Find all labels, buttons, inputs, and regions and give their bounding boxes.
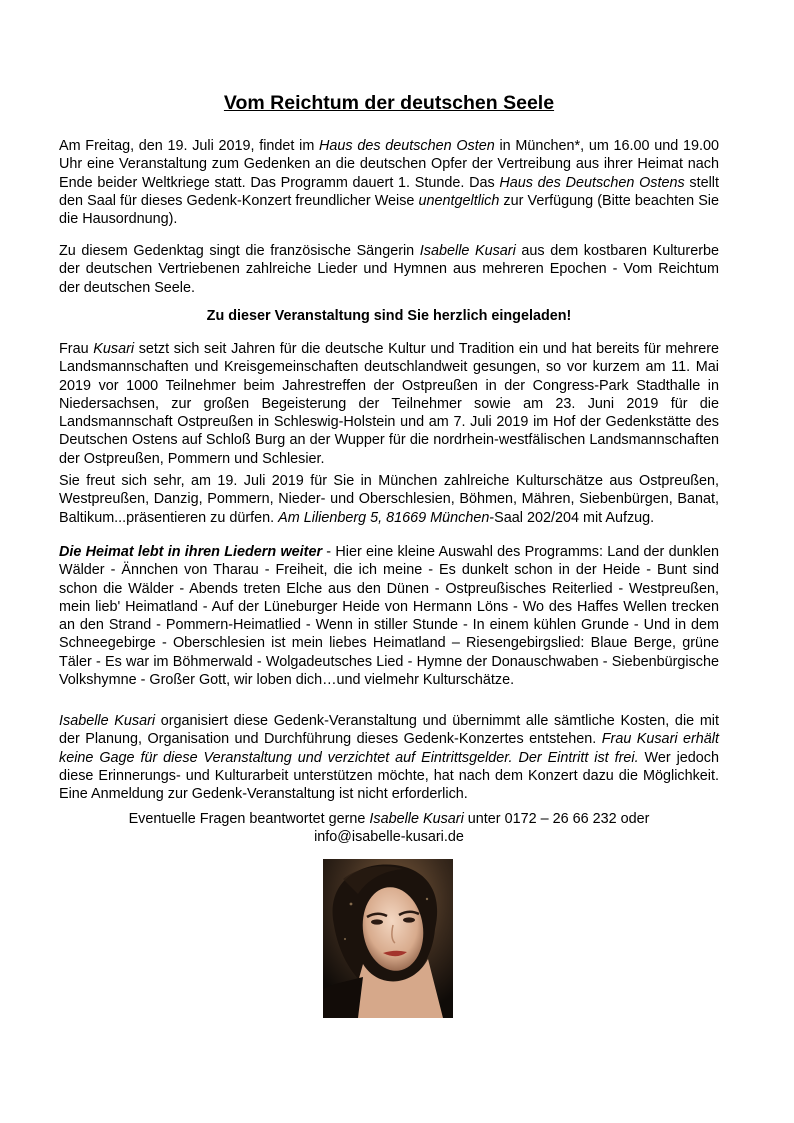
paragraph-venue-details: [59, 472, 719, 527]
text: setzt sich seit Jahren für die deutsche Kultur und Tradition ein und hat bereits für mehrere Landsmannschaften und Kreisgemeinschaften deutschlandweit gesungen, so vor kurzem am 11. Mai 2019 vor 1000 Teilnehmer beim Jahrestreffen der Ostpreußen in der Congress-Park Stadthalle in Niedersachsen, zur großen Begeisterung der Teilnehmer sowie am 23. Juni 2019 für die Landsmannschaft Ostpreußen in Schleswig-Holstein und am 7. Juli 2019 im Hof der Gedenkstätte des Deutschen Ostens auf Schloß Burg an der Wupper für die nordrhein-westfälischen Landsmannschaften der Ostpreußen, Pommern und Schlesier.: [59, 341, 720, 467]
text: -Saal 202/204 mit Aufzug.: [489, 509, 655, 526]
text: aus dem kostbaren Kulturerbe der deutschen Vertriebenen zahlreiche Lieder und Hymnen aus mehreren Epochen - Vom Reichtum der deutschen Seele.: [59, 243, 719, 296]
paragraph-event-announcement: [59, 137, 719, 228]
paragraph-singer-background: [59, 340, 719, 468]
singer-name: Isabelle Kusari: [419, 243, 516, 259]
venue-name: Haus des deutschen Osten: [319, 138, 495, 154]
text: in München*, um 16.00 und 19.00 Uhr eine Veranstaltung zum Gedenken an die deutschen Opfer der Vertreibung aus ihrer Heimat nach Ende beider Weltkriege statt. Das Programm dauert 1. Stunde. Das: [59, 138, 719, 191]
email-link[interactable]: info@isabelle-kusari.de: [314, 829, 464, 846]
text: stellt den Saal für dieses Gedenk-Konzert freundlicher Weise: [59, 174, 719, 209]
text: Zu diesem Gedenktag singt die französische Sängerin: [59, 243, 420, 259]
contact-info: [59, 810, 719, 847]
paragraph-costs: [59, 712, 719, 803]
text: Wer jedoch diese Erinnerungs- und Kulturarbeit unterstützen möchte, hat nach dem Konzert dazu die Möglichkeit. Eine Anmeldung zur Gedenk-Veranstaltung ist nicht erforderlich.: [59, 749, 719, 803]
singer-name: Isabelle Kusari: [369, 811, 464, 827]
program-lead: Die Heimat lebt in ihren Liedern weiter: [59, 544, 323, 560]
venue-name: Haus des Deutschen Ostens: [499, 174, 685, 191]
text: zur Verfügung (Bitte beachten Sie die Hausordnung).: [59, 192, 719, 228]
emphasis: unentgeltlich: [418, 192, 500, 209]
singer-name: Kusari: [93, 341, 135, 357]
text: Eventuelle Fragen beantwortet gerne: [128, 811, 370, 827]
paragraph-singer-intro: [59, 242, 719, 297]
invitation-line: Zu dieser Veranstaltung sind Sie herzlich eingeladen!: [206, 308, 572, 324]
free-entry-note: Frau Kusari erhält keine Gage für diese Veranstaltung und verzichtet auf Eintrittsgelder. Der Eintritt ist frei.: [59, 731, 719, 766]
singer-name: Isabelle Kusari: [59, 713, 156, 729]
paragraph-program: [59, 543, 719, 689]
text: organisiert diese Gedenk-Veranstaltung und übernimmt alle sämtliche Kosten, die mit der Planung, Organisation und Durchführung dieses Gedenk-Konzertes entstehen.: [59, 713, 719, 748]
text: - Hier eine kleine Auswahl des Programms: Land der dunklen Wälder - Ännchen von Tharau - Freiheit, die ich meine - Es dunkelt schon in der Heide - Bunt sind schon die Wälder - Abends treten Elche aus den Dünen - Ostpreußisches Reiterlied - Westpreußen, mein lieb' Heimatland - Auf der Lüneburger Heide von Hermann Löns - Wo des Haffes Wellen trecken an den Strand - Pommern-Heimatlied - Wenn in stiller Stunde - In einem kühlen Grunde - Und in dem Schneegebirge - Oberschlesien ist mein liebes Heimatland – Riesengebirgslied: Blaue Berge, grüne Täler - Es war im Böhmerwald - Wolgadeutsches Lied - Hymne der Donauschwaben - Siebenbürgische Volkshymne - Großer Gott, wir loben dich…und vielmehr Kulturschätze.: [59, 544, 719, 689]
text: Sie freut sich sehr, am 19. Juli 2019 für Sie in München zahlreiche Kulturschätze aus Ostpreußen, Westpreußen, Danzig, Pommern, Nieder- und Oberschlesien, Böhmen, Mähren, Siebenbürgen, Banat, Baltikum...präsentieren zu dürfen.: [59, 473, 719, 526]
portrait-image: [323, 859, 453, 1018]
document-title: Vom Reichtum der deutschen Seele: [223, 92, 555, 114]
venue-address: Am Lilienberg 5, 81669 München: [278, 509, 490, 526]
text: Am Freitag, den 19. Juli 2019, findet im: [59, 138, 320, 154]
text: unter 0172 – 26 66 232 oder: [463, 811, 650, 827]
text: Frau: [59, 341, 94, 357]
singer-photo: [323, 859, 453, 1018]
